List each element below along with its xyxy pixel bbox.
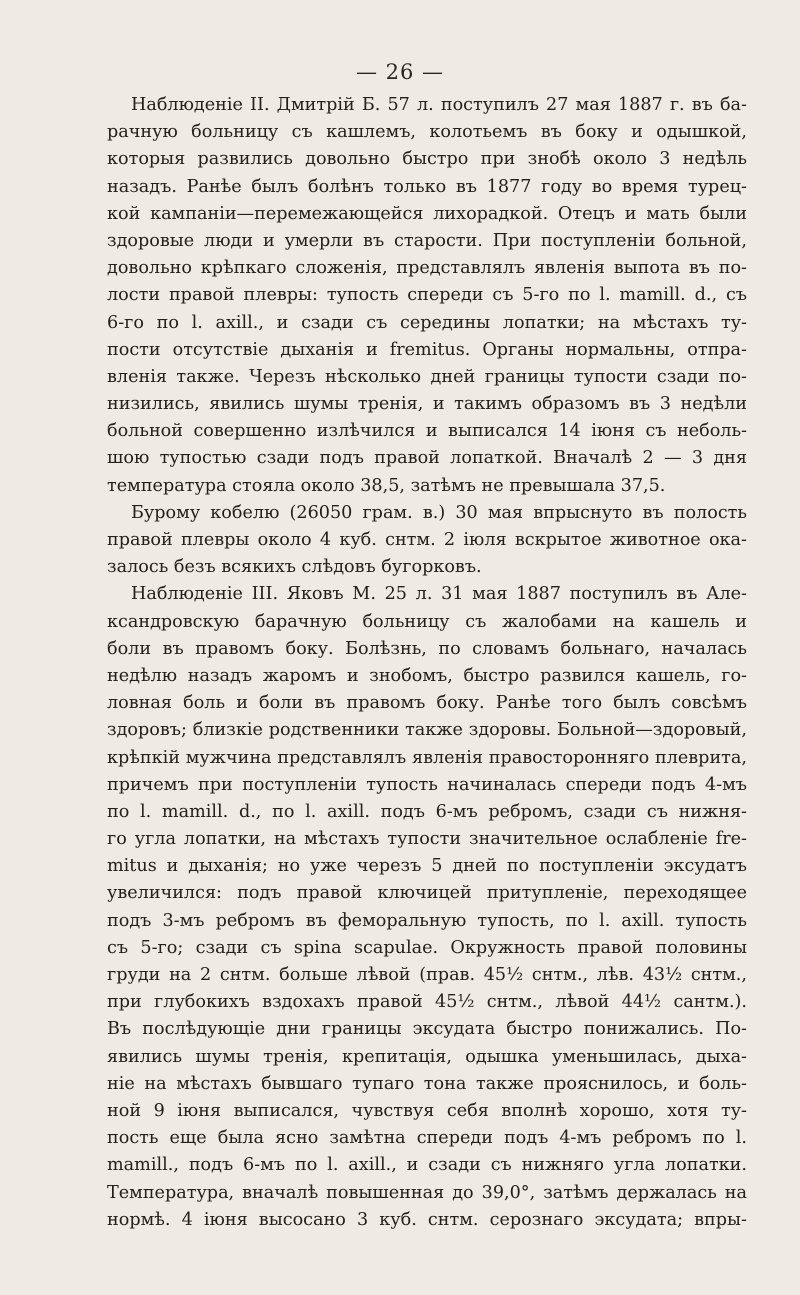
text-line: явились шумы тренія, крепитація, одышка уменьшилась, дыха- bbox=[107, 1046, 747, 1067]
text-line: mamill., подъ 6-мъ по l. axill., и сзади съ нижняго угла лопатки. bbox=[107, 1155, 747, 1176]
text-line: больной совершенно излѣчился и выписался 14 іюня съ неболь- bbox=[107, 421, 747, 442]
text-line: причемъ при поступленіи тупость начиналась спереди подъ 4-мъ bbox=[107, 774, 747, 795]
text-line: груди на 2 снтм. больше лѣвой (прав. 45½ снтм., лѣв. 43½ снтм., bbox=[107, 965, 747, 985]
text-line: по l. mamill. d., по l. axill. подъ 6-мъ ребромъ, сзади съ нижня- bbox=[107, 801, 747, 822]
text-line: Температура, вначалѣ повышенная до 39,0°, затѣмъ держалась на bbox=[107, 1182, 747, 1203]
text-line: вленія также. Черезъ нѣсколько дней границы тупости сзади по- bbox=[107, 366, 747, 387]
text-line: увеличился: подъ правой ключицей притупленіе, переходящее bbox=[107, 883, 747, 904]
text-line: съ 5-го; сзади съ spina scapulae. Окружность правой половины bbox=[107, 937, 747, 958]
text-line: кой кампаніи—перемежающейся лихорадкой. Отецъ и мать были bbox=[107, 203, 747, 224]
text-line: ксандровскую барачную больницу съ жалобами на кашель и bbox=[107, 611, 747, 632]
text-line: залось безъ всякихъ слѣдовъ бугорковъ. bbox=[107, 557, 482, 578]
text-line: правой плевры около 4 куб. снтм. 2 іюля вскрытое животное ока- bbox=[107, 530, 747, 550]
text-line: рачную больницу съ кашлемъ, колотьемъ въ боку и одышкой, bbox=[107, 122, 747, 143]
text-line: шою тупостью сзади подъ правой лопаткой. Вначалѣ 2 — 3 дня bbox=[107, 448, 747, 469]
text-line: Наблюденіе II. Дмитрій Б. 57 л. поступилъ 27 мая 1887 г. въ ба- bbox=[131, 95, 747, 115]
body-text bbox=[107, 92, 747, 1234]
text-line: Бурому кобелю (26050 грам. в.) 30 мая впрыснуто въ полость bbox=[131, 502, 747, 523]
text-line: боли въ правомъ боку. Болѣзнь, по словамъ больнаго, началась bbox=[107, 638, 747, 659]
text-line: пости отсутствіе дыханія и fremitus. Органы нормальны, отпра- bbox=[107, 339, 747, 360]
text-line: подъ 3-мъ ребромъ въ феморальную тупость, по l. axill. тупость bbox=[107, 910, 747, 931]
text-line: здоровые люди и умерли въ старости. При поступленіи больной, bbox=[107, 230, 747, 251]
text-line: нормѣ. 4 іюня высосано 3 куб. снтм. серознаго эксудата; впры- bbox=[107, 1209, 747, 1230]
text-line: mitus и дыханія; но уже черезъ 5 дней по поступленіи эксудатъ bbox=[107, 856, 747, 877]
text-line: недѣлю назадъ жаромъ и знобомъ, быстро развился кашель, го- bbox=[107, 665, 747, 686]
text-line: ловная боль и боли въ правомъ боку. Ранѣе того былъ совсѣмъ bbox=[107, 693, 747, 714]
text-line: Наблюденіе III. Яковъ М. 25 л. 31 мая 1887 поступилъ въ Але- bbox=[131, 584, 747, 605]
text-line: назадъ. Ранѣе былъ болѣнъ только въ 1877 году во время турец- bbox=[107, 176, 747, 197]
text-line: пость еще была ясно замѣтна спереди подъ 4-мъ ребромъ по l. bbox=[107, 1128, 747, 1149]
text-line: ной 9 іюня выписался, чувствуя себя вполнѣ хорошо, хотя ту- bbox=[107, 1100, 747, 1121]
text-line: го угла лопатки, на мѣстахъ тупости значительное ослабленіе fre- bbox=[107, 829, 747, 850]
text-line: при глубокихъ вздохахъ правой 45½ снтм., лѣвой 44½ сантм.). bbox=[107, 992, 747, 1013]
text-line: которыя развились довольно быстро при знобѣ около 3 недѣль bbox=[107, 149, 747, 170]
text-line: довольно крѣпкаго сложенія, представлялъ явленія выпота въ по- bbox=[107, 258, 747, 279]
text-line: крѣпкій мужчина представлялъ явленія правосторонняго плеврита, bbox=[107, 747, 747, 768]
text-line: 6-го по l. axill., и сзади съ середины лопатки; на мѣстахъ ту- bbox=[107, 312, 747, 333]
text-line: низились, явились шумы тренія, и такимъ образомъ въ 3 недѣли bbox=[107, 394, 747, 415]
text-line: ніе на мѣстахъ бывшаго тупаго тона также прояснилось, и боль- bbox=[107, 1073, 747, 1094]
text-line: здоровъ; близкіе родственники также здоровы. Больной—здоровый, bbox=[107, 720, 747, 741]
text-line: температура стояла около 38,5, затѣмъ не превышала 37,5. bbox=[107, 475, 666, 496]
text-line: лости правой плевры: тупость спереди съ 5-го по l. mamill. d., съ bbox=[107, 285, 747, 306]
page-number: — 26 — bbox=[355, 60, 445, 84]
text-line: Въ послѣдующіе дни границы эксудата быстро понижались. По- bbox=[107, 1019, 747, 1040]
